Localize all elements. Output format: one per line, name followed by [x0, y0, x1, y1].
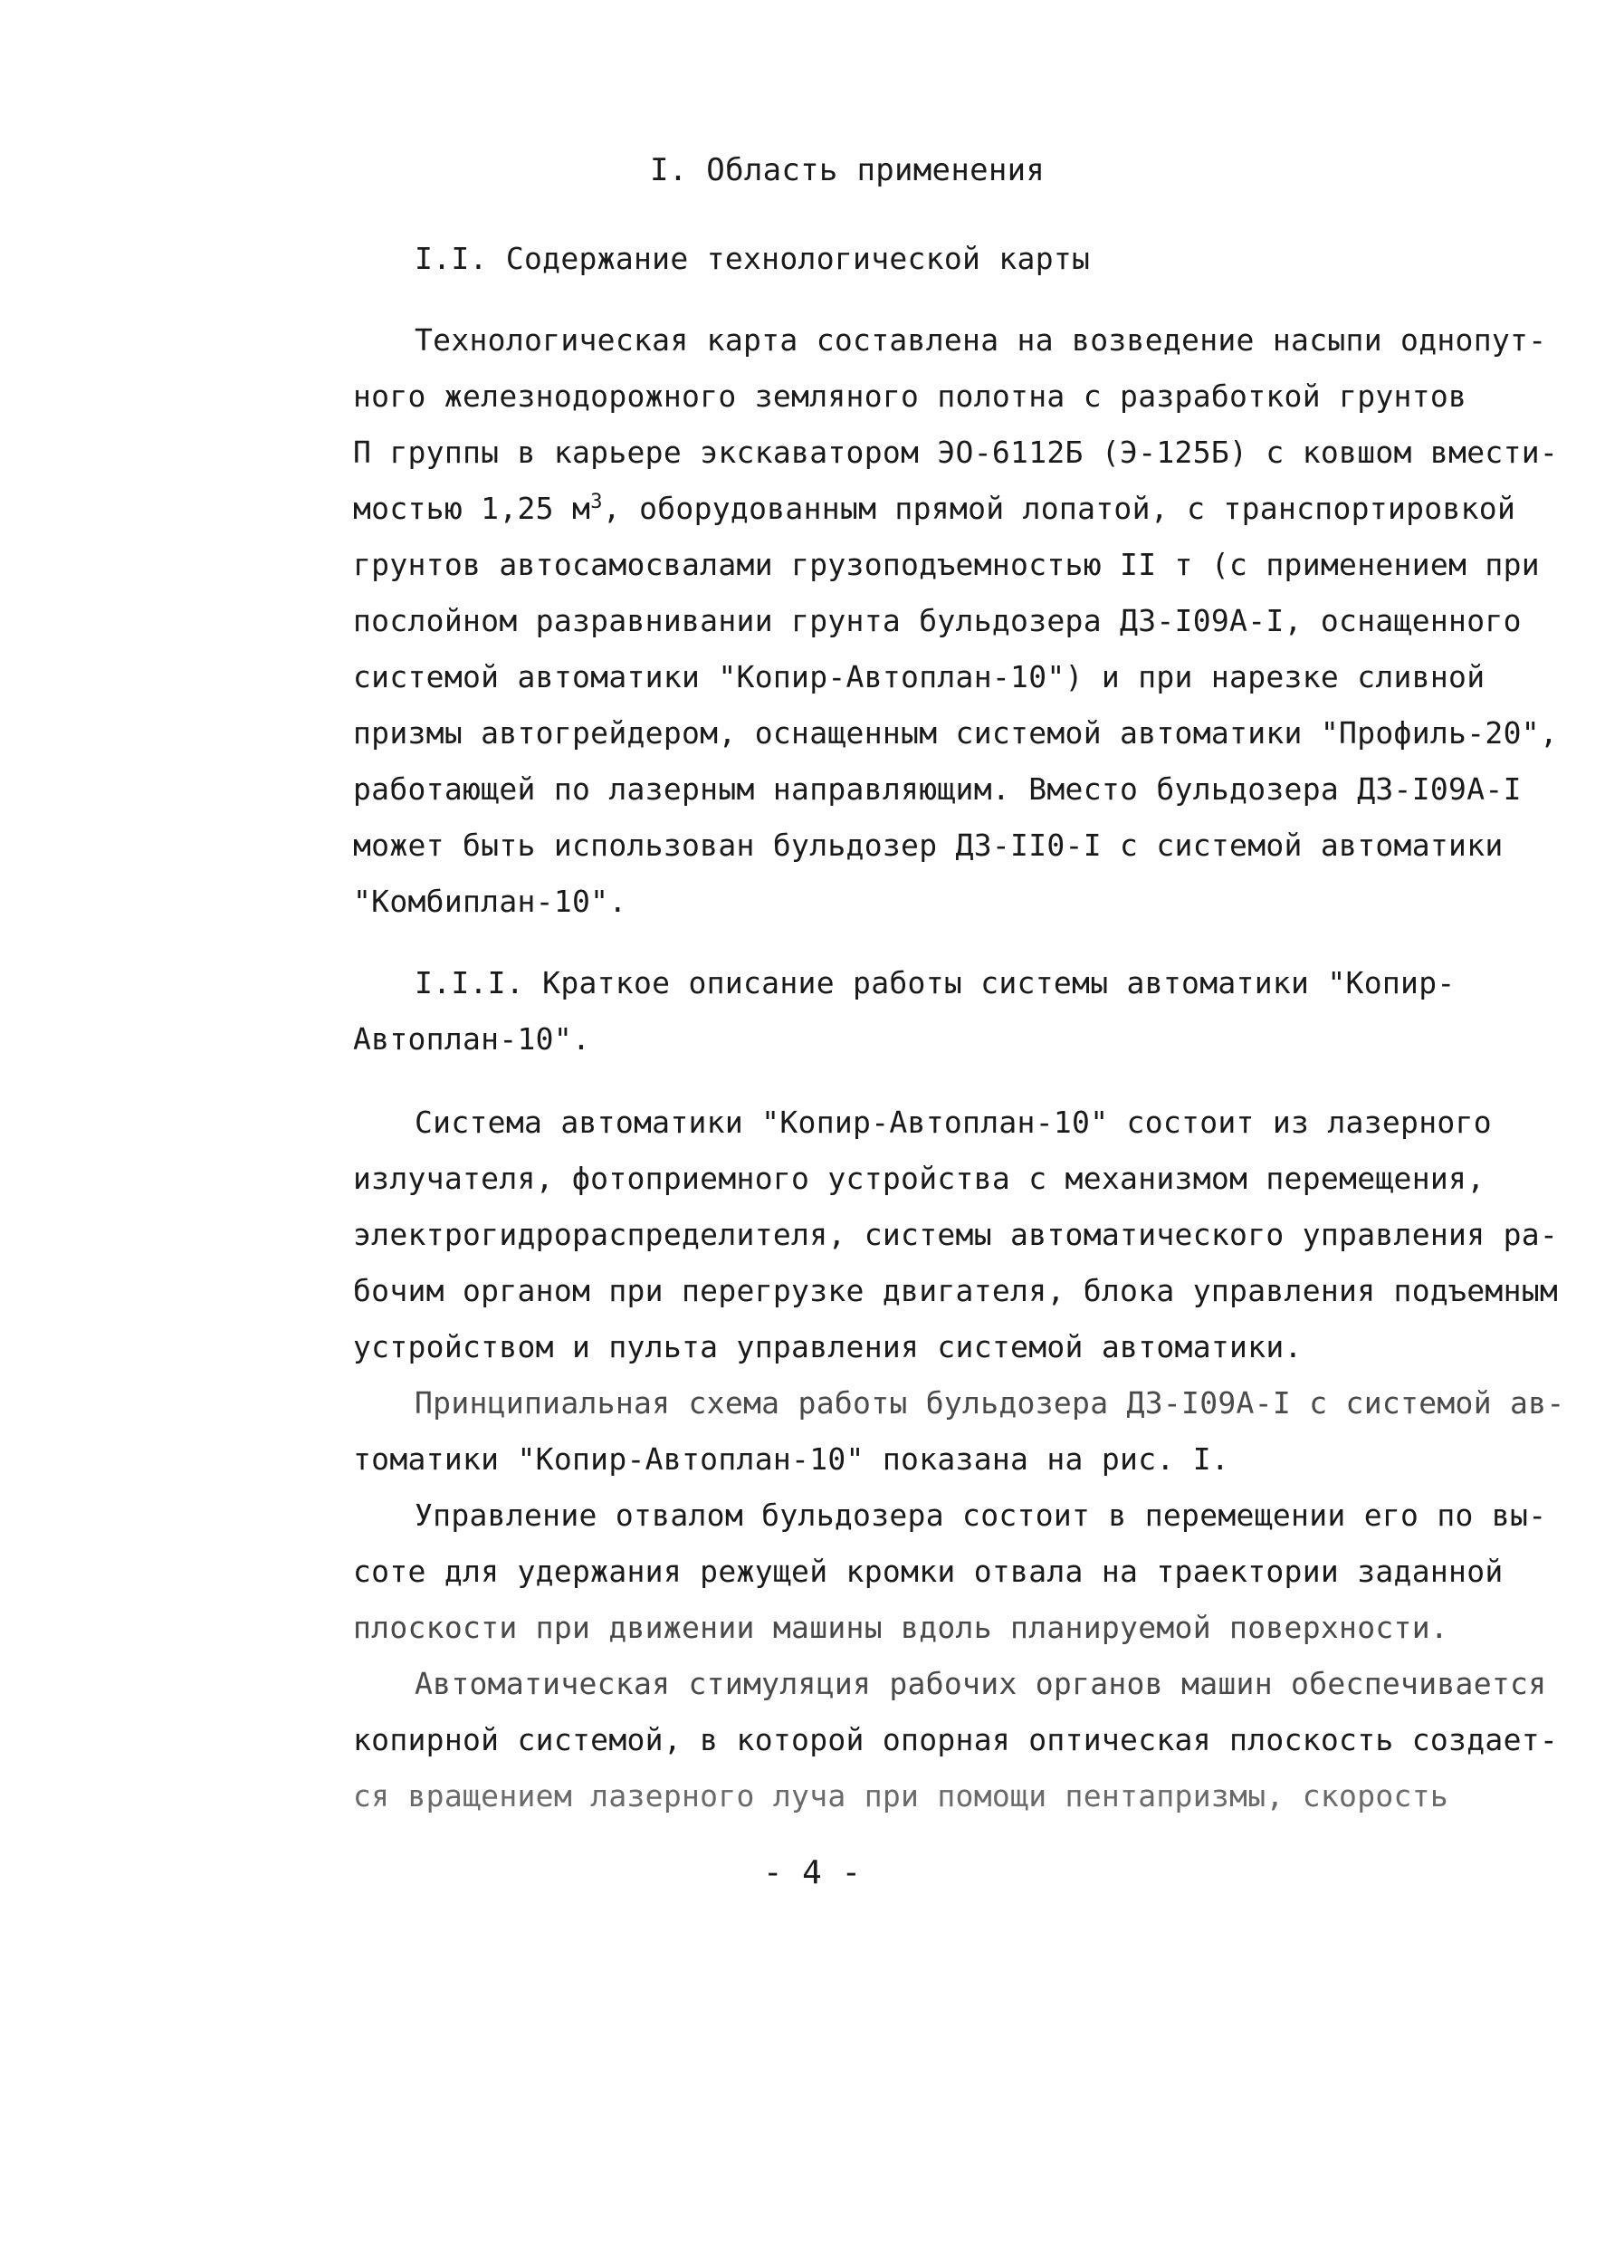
body-line-12: копирной системой, в которой опорная оптическая плоскость создает-: [353, 1722, 1559, 1757]
intro-line-10: может быть использован бульдозер ДЗ-II0-I с системой автоматики: [353, 828, 1504, 863]
intro-line-6: послойном разравнивании грунта бульдозера ДЗ-I09А-I, оснащенного: [353, 603, 1522, 638]
cubic-superscript: 3: [590, 491, 603, 513]
body-line-6: Принципиальная схема работы бульдозера ДЗ-I09А-I с системой ав-: [415, 1385, 1565, 1421]
intro-line-2: ного железнодорожного земляного полотна с разработкой грунтов: [353, 378, 1467, 414]
body-line-1: Система автоматики "Копир-Автоплан-10" состоит из лазерного: [415, 1105, 1492, 1140]
intro-line-1: Технологическая карта составлена на возведение насыпи однопут-: [415, 322, 1547, 358]
intro-line-4: [353, 491, 1515, 527]
body-line-2: излучателя, фотоприемного устройства с механизмом перемещения,: [353, 1161, 1485, 1196]
intro-line-4-head: мостью 1,25 м: [353, 491, 591, 526]
intro-line-8: призмы автогрейдером, оснащенным системой автоматики "Профиль-20",: [353, 715, 1559, 751]
body-line-8: Управление отвалом бульдозера состоит в перемещении его по вы-: [415, 1498, 1547, 1533]
body-line-10: плоскости при движении машины вдоль планируемой поверхности.: [353, 1610, 1449, 1645]
intro-line-7: системой автоматики "Копир-Автоплан-10") и при нарезке сливной: [353, 659, 1485, 694]
subsection-line-1: I.I.I. Краткое описание работы системы автоматики "Копир-: [415, 965, 1456, 1000]
intro-line-9: работающей по лазерным направляющим. Вместо бульдозера ДЗ-I09А-I: [353, 771, 1522, 807]
subsection-line-2: Автоплан-10".: [353, 1021, 591, 1057]
body-line-11: Автоматическая стимуляция рабочих органов машин обеспечивается: [415, 1666, 1547, 1701]
body-line-9: соте для удержания режущей кромки отвала на траектории заданной: [353, 1554, 1504, 1589]
page-number: - 4 -: [762, 1854, 862, 1891]
body-line-5: устройством и пульта управления системой автоматики.: [353, 1329, 1303, 1364]
body-line-7: томатики "Копир-Автоплан-10" показана на рис. I.: [353, 1441, 1230, 1477]
intro-line-4-tail: , оборудованным прямой лопатой, с транспортировкой: [602, 491, 1516, 526]
section-heading: I. Область применения: [650, 152, 1046, 188]
intro-line-5: грунтов автосамосвалами грузоподъемностью II т (с применением при: [353, 547, 1540, 582]
subsection-heading: I.I. Содержание технологической карты: [415, 241, 1091, 276]
body-line-4: бочим органом при перегрузке двигателя, блока управления подъемным: [353, 1273, 1559, 1308]
body-line-3: электрогидрораспределителя, системы автоматического управления ра-: [353, 1217, 1559, 1252]
intro-line-11: "Комбиплан-10".: [353, 884, 627, 919]
intro-line-3: П группы в карьере экскаватором ЭО-6112Б (Э-125Б) с ковшом вмести-: [353, 435, 1559, 470]
body-line-13: ся вращением лазерного луча при помощи пентапризмы, скорость: [353, 1778, 1449, 1813]
